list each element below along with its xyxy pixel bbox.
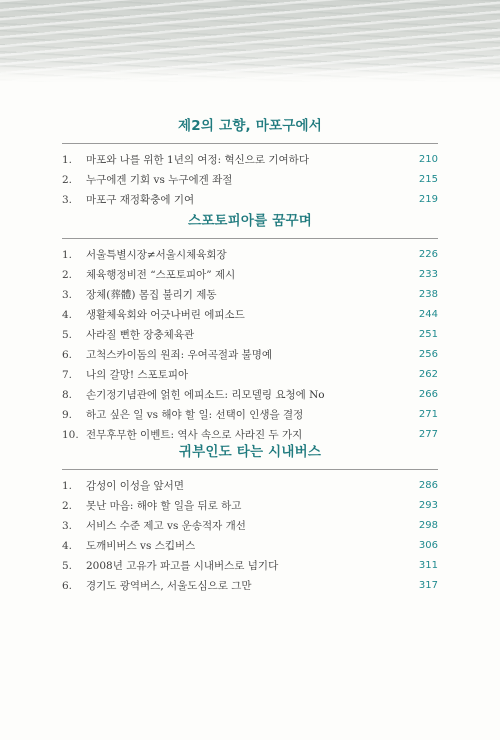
toc-entry[interactable] xyxy=(62,245,438,265)
entry-number: 7. xyxy=(62,369,73,381)
section-divider xyxy=(62,238,438,239)
toc-entry[interactable] xyxy=(62,170,438,190)
toc-entry[interactable] xyxy=(62,476,438,496)
entry-page-number: 293 xyxy=(418,500,438,511)
toc-entry[interactable] xyxy=(62,285,438,305)
toc-entry[interactable] xyxy=(62,536,438,556)
entry-title: 장체(葬體) 몸집 불리기 제동 xyxy=(86,289,217,301)
entry-page-number: 306 xyxy=(418,540,438,551)
entry-page-number: 271 xyxy=(418,409,438,420)
entry-title: 하고 싶은 일 vs 해야 할 일: 선택이 인생을 결정 xyxy=(86,409,304,421)
entry-title: 도깨비버스 vs 스킵버스 xyxy=(86,540,196,552)
toc-entry[interactable] xyxy=(62,496,438,516)
entry-number: 5. xyxy=(62,560,73,572)
entry-title: 마포구 재정확충에 기여 xyxy=(86,194,195,206)
entry-title: 전무후무한 이벤트: 역사 속으로 사라진 두 가지 xyxy=(86,429,303,441)
section-divider xyxy=(62,143,438,144)
entry-number: 5. xyxy=(62,329,73,341)
toc-entry[interactable] xyxy=(62,325,438,345)
entry-number: 9. xyxy=(62,409,73,421)
toc-entry[interactable] xyxy=(62,190,438,210)
entry-number: 1. xyxy=(62,480,73,492)
toc-entry[interactable] xyxy=(62,365,438,385)
entry-number: 2. xyxy=(62,174,73,186)
entry-title: 고척스카이돔의 원죄: 우여곡절과 불명예 xyxy=(86,349,272,361)
entry-page-number: 210 xyxy=(418,154,438,165)
entry-page-number: 298 xyxy=(418,520,438,531)
toc-section-3 xyxy=(0,443,500,596)
section-title: 스포토피아를 꿈꾸며 xyxy=(187,213,313,229)
entry-number: 1. xyxy=(62,249,73,261)
entry-title: 2008년 고유가 파고를 시내버스로 넘기다 xyxy=(86,560,279,572)
entry-number: 4. xyxy=(62,540,73,552)
entry-number: 10. xyxy=(62,429,79,441)
toc-entry[interactable] xyxy=(62,150,438,170)
entry-page-number: 317 xyxy=(418,580,438,591)
entry-page-number: 215 xyxy=(418,174,438,185)
section-divider xyxy=(62,469,438,470)
header-banner-fade xyxy=(0,64,500,84)
entry-number: 2. xyxy=(62,269,73,281)
toc-section-2 xyxy=(0,212,500,445)
entry-title: 서울특별시장≠서울시체육회장 xyxy=(86,249,227,261)
entry-title: 나의 갈망! 스포토피아 xyxy=(86,369,189,381)
toc-entry[interactable] xyxy=(62,516,438,536)
entry-title: 감성이 이성을 앞서면 xyxy=(86,480,184,492)
entry-page-number: 266 xyxy=(418,389,438,400)
section-title: 귀부인도 타는 시내버스 xyxy=(178,444,322,460)
entry-number: 4. xyxy=(62,309,73,321)
entry-page-number: 244 xyxy=(418,309,438,320)
entry-number: 8. xyxy=(62,389,73,401)
entry-number: 3. xyxy=(62,520,73,532)
entry-page-number: 256 xyxy=(418,349,438,360)
entry-number: 2. xyxy=(62,500,73,512)
entry-title: 사라질 뻔한 장충체육관 xyxy=(86,329,195,341)
toc-entry[interactable] xyxy=(62,265,438,285)
entry-title: 누구에겐 기회 vs 누구에겐 좌절 xyxy=(86,174,233,186)
entry-title: 체육행정비전 “스포토피아” 제시 xyxy=(86,269,236,281)
entry-page-number: 286 xyxy=(418,480,438,491)
entry-page-number: 251 xyxy=(418,329,438,340)
entry-title: 손기정기념관에 얽힌 에피소드: 리모델링 요청에 No xyxy=(86,389,325,401)
entry-page-number: 262 xyxy=(418,369,438,380)
toc-entry[interactable] xyxy=(62,576,438,596)
entry-page-number: 233 xyxy=(418,269,438,280)
entry-number: 6. xyxy=(62,580,73,592)
toc-entry[interactable] xyxy=(62,425,438,445)
entry-title: 생활체육회와 어긋나버린 에피소드 xyxy=(86,309,245,321)
entry-title: 경기도 광역버스, 서울도심으로 그만 xyxy=(86,580,252,592)
toc-entry[interactable] xyxy=(62,385,438,405)
entry-number: 1. xyxy=(62,154,73,166)
toc-entry[interactable] xyxy=(62,556,438,576)
entry-page-number: 277 xyxy=(418,429,438,440)
entry-number: 3. xyxy=(62,194,73,206)
toc-entry[interactable] xyxy=(62,405,438,425)
entry-page-number: 226 xyxy=(418,249,438,260)
entry-page-number: 219 xyxy=(418,194,438,205)
entry-number: 3. xyxy=(62,289,73,301)
toc-entry[interactable] xyxy=(62,345,438,365)
entry-number: 6. xyxy=(62,349,73,361)
entry-title: 서비스 수준 제고 vs 운송적자 개선 xyxy=(86,520,246,532)
entry-page-number: 311 xyxy=(418,560,438,571)
entry-title: 마포와 나를 위한 1년의 여정: 혁신으로 기여하다 xyxy=(86,154,309,166)
entry-page-number: 238 xyxy=(418,289,438,300)
entry-title: 못난 마음: 해야 할 일을 뒤로 하고 xyxy=(86,500,242,512)
toc-section-1 xyxy=(0,117,500,210)
section-title: 제2의 고향, 마포구에서 xyxy=(178,118,322,134)
toc-entry[interactable] xyxy=(62,305,438,325)
